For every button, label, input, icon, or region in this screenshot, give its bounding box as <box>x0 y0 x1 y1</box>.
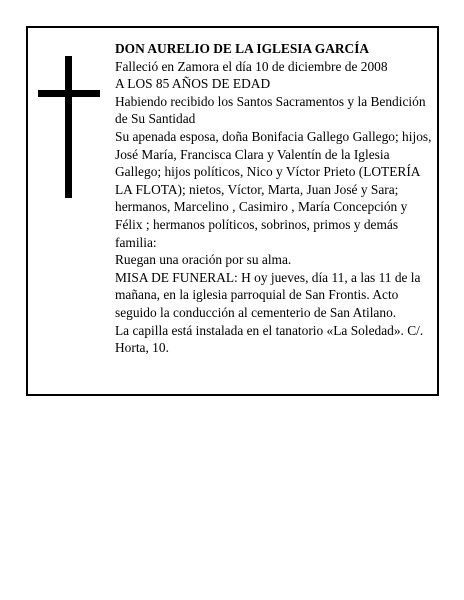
family-paragraph: Su apenada esposa, doña Bonifacia Gallego Gallego; hijos, José María, Francisca Clara y Valentín de la Iglesia Gallego; hijos políticos, Nico y Víctor Prieto (LOTERÍA LA FLOTA); nietos, Víctor, Marta, Juan José y Sara; hermanos, Marcelino , Casimiro , María Concepción y Félix ; hermanos políticos, sobrinos, primos y demás familia: <box>115 128 432 250</box>
age-line: A LOS 85 AÑOS DE EDAD <box>115 76 271 92</box>
death-date-line: Falleció en Zamora el día 10 de diciembre de 2008 <box>115 58 388 74</box>
deceased-name: DON AURELIO DE LA IGLESIA GARCÍA <box>115 41 370 56</box>
prayer-line: Ruegan una oración por su alma. <box>115 252 292 268</box>
chapel-paragraph: La capilla está instalada en el tanatorio «La Soledad». C/. Horta, 10. <box>115 322 424 356</box>
sacraments-line: Habiendo recibido los Santos Sacramentos y la Bendición de Su Santidad <box>115 93 426 127</box>
cross-horizontal-bar <box>38 90 100 97</box>
obituary-notice <box>26 26 439 396</box>
cross-vertical-bar <box>65 56 72 198</box>
cross-icon <box>38 56 100 198</box>
funeral-paragraph: MISA DE FUNERAL: H oy jueves, día 11, a las 11 de la mañana, en la iglesia parroquial de San Frontis. Acto seguido la conducción al cementerio de San Atilano. <box>115 269 421 320</box>
obituary-text <box>115 40 435 357</box>
